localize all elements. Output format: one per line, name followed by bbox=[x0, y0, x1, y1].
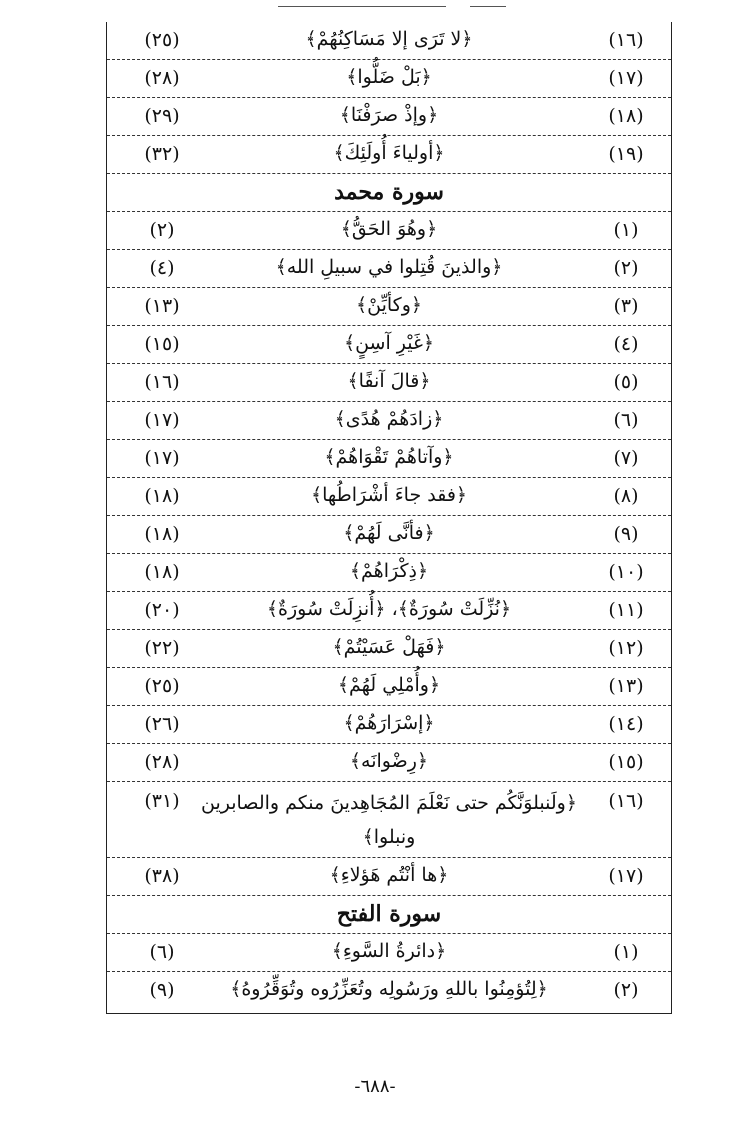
page-ref: (٢٥) bbox=[144, 675, 180, 697]
index-row bbox=[107, 136, 671, 174]
index-row bbox=[107, 98, 671, 136]
verse-phrase: ﴿وإذْ صرَفْنَا﴾ bbox=[339, 104, 439, 126]
verse-ref: (٦) bbox=[613, 409, 639, 431]
index-row bbox=[107, 402, 671, 440]
verse-ref: (٨) bbox=[613, 485, 639, 507]
surah-heading-row bbox=[107, 896, 671, 934]
page-ref: (٢) bbox=[149, 219, 175, 241]
verse-phrase: ﴿رِضْوانَه﴾ bbox=[349, 750, 429, 772]
page-ref: (٣٨) bbox=[144, 865, 180, 887]
page-ref: (١٨) bbox=[144, 561, 180, 583]
index-row bbox=[107, 858, 671, 896]
page-ref: (٢٢) bbox=[144, 637, 180, 659]
verse-ref: (١٨) bbox=[608, 105, 644, 127]
verse-ref: (١١) bbox=[608, 599, 644, 621]
verse-ref: (٧) bbox=[613, 447, 639, 469]
page-ref: (٢٦) bbox=[144, 713, 180, 735]
page-ref: (٤) bbox=[149, 257, 175, 279]
verse-ref: (١٦) bbox=[608, 29, 644, 51]
index-row bbox=[107, 478, 671, 516]
verse-ref: (١٧) bbox=[608, 865, 644, 887]
verse-phrase: ﴿بَلْ ضَلُّوا﴾ bbox=[346, 66, 432, 88]
verse-ref: (١) bbox=[613, 941, 639, 963]
verse-phrase: ﴿إسْرَارَهُمْ﴾ bbox=[343, 712, 435, 734]
verse-ref: (١٢) bbox=[608, 637, 644, 659]
header-rule-short bbox=[470, 6, 506, 7]
index-row bbox=[107, 212, 671, 250]
verse-ref: (١٤) bbox=[608, 713, 644, 735]
verse-phrase: ﴿ذِكْرَاهُمْ﴾ bbox=[349, 560, 429, 582]
verse-ref: (٢) bbox=[613, 257, 639, 279]
verse-phrase: ﴿زادَهُمْ هُدًى﴾ bbox=[334, 408, 444, 430]
page-ref: (٩) bbox=[149, 979, 175, 1001]
verse-ref: (١٥) bbox=[608, 751, 644, 773]
index-row bbox=[107, 288, 671, 326]
surah-title: سورة محمد bbox=[334, 179, 444, 205]
page-ref: (٢٨) bbox=[144, 67, 180, 89]
verse-ref: (٤) bbox=[613, 333, 639, 355]
verse-ref: (١٦) bbox=[608, 790, 644, 812]
page-ref: (١٨) bbox=[144, 485, 180, 507]
verse-ref: (١٧) bbox=[608, 67, 644, 89]
page-ref: (١٧) bbox=[144, 409, 180, 431]
surah-heading-row bbox=[107, 174, 671, 212]
header-rule bbox=[278, 6, 446, 7]
verse-phrase: ﴿غَيْرِ آسِنٍ﴾ bbox=[343, 332, 435, 354]
index-row bbox=[107, 592, 671, 630]
index-row bbox=[107, 250, 671, 288]
index-row bbox=[107, 972, 671, 1010]
verse-ref: (١٣) bbox=[608, 675, 644, 697]
verse-phrase: ﴿قالَ آنفًا﴾ bbox=[347, 370, 431, 392]
verse-ref: (٥) bbox=[613, 371, 639, 393]
index-row bbox=[107, 440, 671, 478]
verse-phrase: ﴿ولَنبلوَنَّكُم حتى نَعْلَمَ المُجَاهِدينَ منكم والصابرين ونبلوا﴾ bbox=[201, 792, 577, 848]
verse-phrase: ﴿وأُمْلِي لَهُمْ﴾ bbox=[337, 674, 441, 696]
page-ref: (٢٥) bbox=[144, 29, 180, 51]
index-row bbox=[107, 516, 671, 554]
page-ref: (١٨) bbox=[144, 523, 180, 545]
page-ref: (١٧) bbox=[144, 447, 180, 469]
verse-ref: (٩) bbox=[613, 523, 639, 545]
verse-ref: (٣) bbox=[613, 295, 639, 317]
verse-phrase: ﴿وهُوَ الحَقُّ﴾ bbox=[340, 218, 438, 240]
verse-phrase: ﴿لِتُؤمِنُوا باللهِ ورَسُولِه وتُعَزِّرُوه وتُوَقِّرُوهُ﴾ bbox=[230, 978, 548, 1000]
verse-phrase: ﴿دائرةُ السَّوءِ﴾ bbox=[331, 940, 447, 962]
index-row bbox=[107, 630, 671, 668]
index-row bbox=[107, 22, 671, 60]
verse-phrase: ﴿والذينَ قُتِلوا في سبيلِ الله﴾ bbox=[275, 256, 503, 278]
page-ref: (٢٩) bbox=[144, 105, 180, 127]
page-ref: (٢٠) bbox=[144, 599, 180, 621]
page-ref: (٣٢) bbox=[144, 143, 180, 165]
page-ref: (٣١) bbox=[144, 790, 180, 812]
page-ref: (١٦) bbox=[144, 371, 180, 393]
page-ref: (٢٨) bbox=[144, 751, 180, 773]
verse-ref: (١٩) bbox=[608, 143, 644, 165]
verse-phrase: ﴿ها أنْتُم هَؤلاءِ﴾ bbox=[329, 864, 449, 886]
page-ref: (١٥) bbox=[144, 333, 180, 355]
index-row bbox=[107, 668, 671, 706]
index-row bbox=[107, 364, 671, 402]
index-row bbox=[107, 782, 671, 858]
verse-phrase: ﴿فأنَّى لَهُمْ﴾ bbox=[343, 522, 435, 544]
index-row bbox=[107, 934, 671, 972]
page-number: -٦٨٨- bbox=[354, 1076, 396, 1097]
verse-ref: (١٠) bbox=[608, 561, 644, 583]
verse-phrase: ﴿وكأيِّنْ﴾ bbox=[355, 294, 423, 316]
verse-phrase: ﴿وآتاهُمْ تَقْوَاهُمْ﴾ bbox=[324, 446, 454, 468]
verse-phrase: ﴿فقد جاءَ أشْرَاطُها﴾ bbox=[310, 484, 468, 506]
index-row bbox=[107, 554, 671, 592]
index-row bbox=[107, 60, 671, 98]
index-row bbox=[107, 744, 671, 782]
verse-phrase: ﴿فَهَلْ عَسَيْتُمْ﴾ bbox=[332, 636, 446, 658]
verse-phrase: ﴿أولياءَ أُولَئِكَ﴾ bbox=[333, 142, 445, 164]
index-table bbox=[106, 22, 672, 1014]
verse-ref: (٢) bbox=[613, 979, 639, 1001]
verse-phrase: ﴿لا تَرَى إلا مَسَاكِنُهُمْ﴾ bbox=[305, 28, 473, 50]
index-row bbox=[107, 706, 671, 744]
index-row bbox=[107, 326, 671, 364]
page-ref: (١٣) bbox=[144, 295, 180, 317]
verse-phrase: ﴿نُزِّلَتْ سُورَةٌ﴾، ﴿أُنزِلَتْ سُورَةٌ﴾ bbox=[266, 598, 512, 620]
surah-title: سورة الفتح bbox=[336, 901, 442, 927]
page-ref: (٦) bbox=[149, 941, 175, 963]
verse-ref: (١) bbox=[613, 219, 639, 241]
